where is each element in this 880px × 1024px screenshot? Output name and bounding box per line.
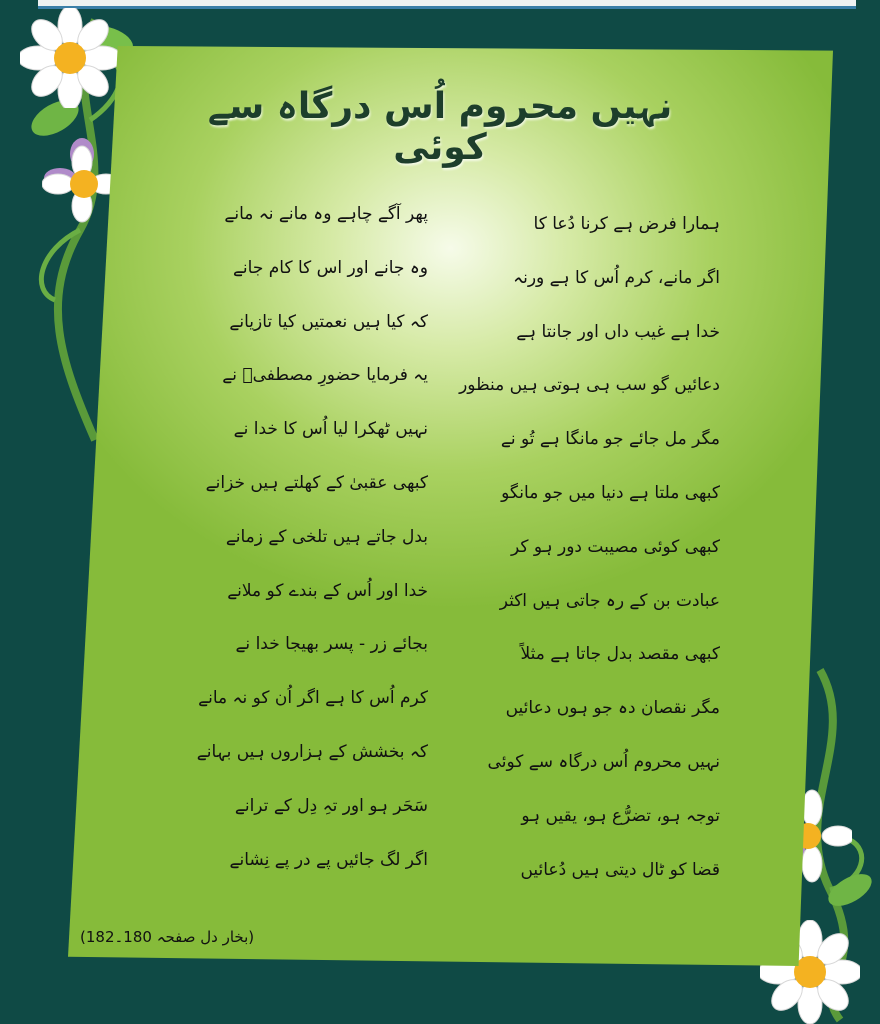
verse-line: پھر آگے چاہے وہ مانے نہ مانے bbox=[224, 204, 428, 224]
verse-line: سَحَر ہو اور تہِ دِل کے ترانے bbox=[234, 795, 428, 816]
verse-line: مگر نقصان دہ جو ہوں دعائیں bbox=[505, 698, 720, 719]
verse-line: بدل جاتے ہیں تلخی کے زمانے bbox=[225, 526, 428, 547]
verse-line: کرم اُس کا ہے اگر اُن کو نہ مانے bbox=[198, 688, 428, 709]
verse-line: قضا کو ٹال دیتی ہیں دُعائیں bbox=[520, 859, 720, 880]
verse-line: اگر مانے، کرم اُس کا ہے ورنہ bbox=[513, 267, 720, 288]
top-border bbox=[38, 0, 856, 9]
verse-line: کبھی ملتا ہے دنیا میں جو مانگو bbox=[501, 482, 720, 503]
verses-left-column bbox=[160, 188, 428, 887]
verse-line: عبادت بن کے رہ جاتی ہیں اکثر bbox=[499, 590, 720, 611]
verse-line: نہیں محروم اُس درگاہ سے کوئی bbox=[487, 751, 720, 772]
verse-line: کبھی عقبیٰ کے کھلتے ہیں خزانے bbox=[205, 472, 428, 493]
verse-line: یہ فرمایا حضورِ مصطفیؐ نے bbox=[222, 365, 428, 386]
verse-line: خدا اور اُس کے بندے کو ملانے bbox=[227, 580, 428, 601]
verse-line: توجہ ہو، تضرُّع ہو، یقیں ہو bbox=[521, 805, 720, 826]
verse-line: مگر مل جائے جو مانگا ہے تُو نے bbox=[500, 429, 720, 450]
verse-line: بجائے زر - پسر بھیجا خدا نے bbox=[235, 634, 428, 655]
poem-title: نہیں محروم اُس درگاہ سے کوئی bbox=[207, 86, 673, 168]
flower-icon bbox=[20, 8, 120, 108]
verses-right-column bbox=[440, 198, 720, 897]
verse-line: کہ بخشش کے ہزاروں ہیں بہانے bbox=[196, 741, 428, 762]
source-reference: (بخار دل صفحہ 180۔182) bbox=[80, 928, 255, 946]
verse-line: ہمارا فرض ہے کرنا دُعا کا bbox=[533, 214, 720, 234]
verse-line: نہیں ٹھکرا لیا اُس کا خدا نے bbox=[233, 419, 428, 440]
verse-line: کبھی مقصد بدل جاتا ہے مثلاً bbox=[520, 644, 720, 665]
verse-line: کہ کیا ہیں نعمتیں کیا تازیانے bbox=[229, 311, 428, 332]
verse-line: وہ جانے اور اس کا کام جانے bbox=[232, 257, 428, 278]
verse-line: دعائیں گو سب ہی ہوتی ہیں منظور bbox=[459, 375, 720, 396]
verse-line: خدا ہے غیب داں اور جانتا ہے bbox=[516, 321, 720, 342]
verse-line: اگر لگ جائیں پے در پے نِشانے bbox=[229, 849, 428, 870]
verse-line: کبھی کوئی مصیبت دور ہو کر bbox=[510, 536, 720, 557]
